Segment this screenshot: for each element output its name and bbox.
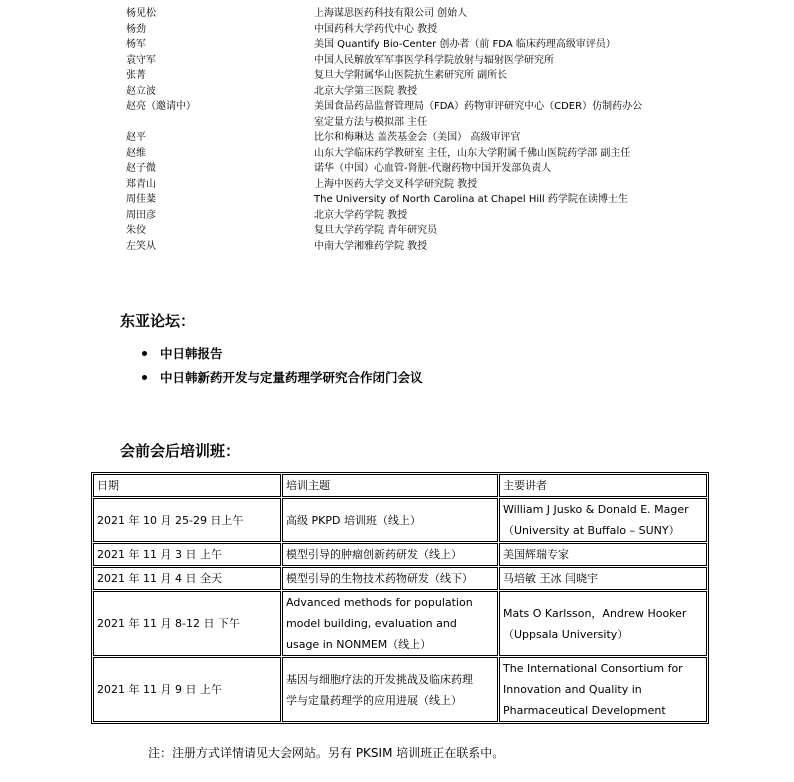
speaker-row (126, 223, 726, 239)
bullet-icon (142, 375, 147, 380)
training-date: 2021 年 11 月 4 日 全天 (93, 567, 281, 590)
speaker-name: 周佳棻 (126, 194, 156, 205)
speaker-name: 赵子微 (126, 163, 156, 174)
speaker-list (126, 6, 726, 254)
speaker-name: 赵亮（邀请中） (126, 101, 196, 112)
list-item-label: 中日韩新药开发与定量药理学研究合作闭门会议 (160, 370, 423, 385)
speaker-affiliation: 北京大学第三医院 教授 (314, 85, 418, 97)
speaker-name: 杨劲 (126, 23, 146, 35)
speaker-affiliation: The University of North Carolina at Chapel Hill 药学院在读博士生 (314, 194, 628, 205)
speaker-row (126, 239, 726, 255)
speaker-row (126, 37, 726, 53)
speaker-row (126, 146, 726, 162)
speaker-affiliation: 中南大学湘雅药学院 教授 (314, 240, 428, 252)
speaker-affiliation: 山东大学临床药学教研室 主任，山东大学附属千佛山医院药学部 副主任 (314, 147, 631, 159)
table-row (93, 498, 707, 542)
speaker-affiliation: 比尔和梅琳达 盖茨基金会（美国） 高级审评官 (314, 132, 521, 143)
speaker-row (126, 177, 726, 193)
training-speaker: 美国辉瑞专家 (499, 543, 707, 566)
column-header-topic: 培训主题 (282, 474, 498, 497)
speaker-affiliation: 上海中医药大学交叉科学研究院 教授 (314, 178, 478, 190)
training-speaker: Mats O Karlsson，Andrew Hooker （Uppsala University） (499, 591, 707, 656)
list-item-label: 中日韩报告 (160, 346, 223, 361)
speaker-row (126, 6, 726, 22)
speaker-name: 左笑从 (126, 240, 156, 252)
speaker-affiliation: 上海谋思医药科技有限公司 创始人 (314, 8, 468, 19)
speaker-row (126, 130, 726, 146)
training-topic: 基因与细胞疗法的开发挑战及临床药理 学与定量药理学的应用进展（线上） (282, 657, 498, 722)
speaker-name: 杨见松 (126, 8, 156, 19)
speaker-name: 赵立波 (126, 85, 156, 97)
training-topic: 高级 PKPD 培训班（线上） (282, 498, 498, 542)
table-row (93, 657, 707, 722)
speaker-name: 周田彦 (126, 209, 156, 221)
training-date: 2021 年 10 月 25-29 日上午 (93, 498, 281, 542)
table-row (93, 591, 707, 656)
speaker-affiliation: 美国 Quantify Bio-Center 创办者（前 FDA 临床药理高级审评员） (314, 39, 616, 50)
speaker-name: 袁守军 (126, 54, 156, 66)
speaker-affiliation: 复旦大学药学院 青年研究员 (314, 225, 438, 236)
speaker-affiliation: 中国人民解放军军事医学科学院放射与辐射医学研究所 (314, 54, 554, 66)
training-topic: 模型引导的生物技术药物研发（线下） (282, 567, 498, 590)
east-asia-forum-heading: 东亚论坛： (120, 312, 196, 330)
speaker-name: 赵平 (126, 132, 146, 143)
training-date: 2021 年 11 月 9 日 上午 (93, 657, 281, 722)
speaker-affiliation: 中国药科大学药代中心 教授 (314, 23, 438, 35)
speaker-affiliation: 北京大学药学院 教授 (314, 209, 408, 221)
training-table (91, 472, 709, 724)
speaker-name: 郑青山 (126, 178, 156, 190)
table-row (93, 567, 707, 590)
speaker-row (126, 161, 726, 177)
speaker-row (126, 53, 726, 69)
speaker-name: 赵维 (126, 147, 146, 159)
speaker-row (126, 22, 726, 38)
list-item (140, 342, 423, 366)
training-speaker: William J Jusko & Donald E. Mager （University at Buffalo – SUNY） (499, 498, 707, 542)
speaker-affiliation: 美国食品药品监督管理局（FDA）药物审评研究中心（CDER）仿制药办公 室定量方法与模拟部 主任 (314, 101, 643, 128)
training-topic: Advanced methods for population model building, evaluation and usage in NONMEM（线上） (282, 591, 498, 656)
east-asia-forum-list (140, 342, 423, 390)
speaker-row (126, 192, 726, 208)
speaker-row (126, 68, 726, 84)
speaker-affiliation: 诺华（中国）心血管-肾脏-代谢药物中国开发部负责人 (314, 163, 552, 174)
bullet-icon (142, 351, 147, 356)
footnote: 注：注册方式详情请见大会网站。另有 PKSIM 培训班正在联系中。 (148, 746, 505, 760)
column-header-date: 日期 (93, 474, 281, 497)
training-date: 2021 年 11 月 3 日 上午 (93, 543, 281, 566)
speaker-name: 朱佼 (126, 225, 146, 236)
training-heading: 会前会后培训班： (120, 442, 241, 460)
training-speaker: The International Consortium for Innovation and Quality in Pharmaceutical Development (499, 657, 707, 722)
column-header-speaker: 主要讲者 (499, 474, 707, 497)
speaker-row (126, 99, 726, 130)
speaker-affiliation: 复旦大学附属华山医院抗生素研究所 副所长 (314, 70, 508, 81)
speaker-row (126, 208, 726, 224)
table-header-row (93, 474, 707, 497)
training-speaker: 马培敏 王冰 闫晓宇 (499, 567, 707, 590)
speaker-row (126, 84, 726, 100)
training-date: 2021 年 11 月 8-12 日 下午 (93, 591, 281, 656)
table-row (93, 543, 707, 566)
training-topic: 模型引导的肿瘤创新药研发（线上） (282, 543, 498, 566)
speaker-name: 张菁 (126, 70, 146, 81)
list-item (140, 366, 423, 390)
speaker-name: 杨军 (126, 39, 146, 50)
